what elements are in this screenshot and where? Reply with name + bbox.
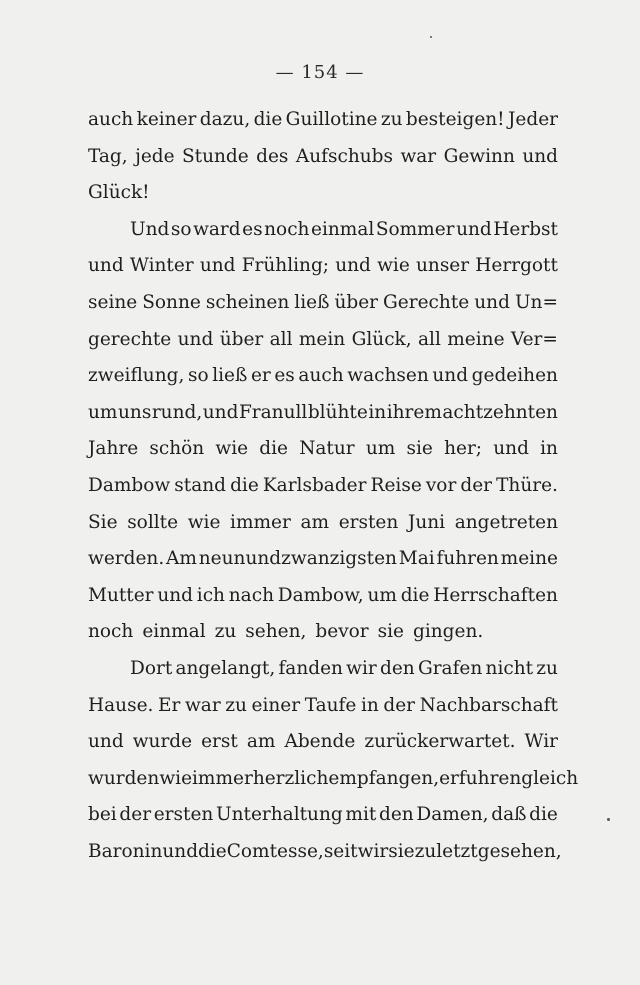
text-line: Dort angelangt, fanden wir den Grafen nicht zu [130, 657, 558, 679]
text-line: wurden wie immer herzlich empfangen, erfuhren gleich [88, 767, 579, 789]
text-line: Jahre schön wie die Natur um sie her; und in [88, 438, 558, 460]
paper-speck [607, 818, 610, 821]
text-line: Tag, jede Stunde des Aufschubs war Gewinn und [88, 145, 558, 167]
text-line: Glück! [88, 182, 150, 204]
text-line: um uns rund, und Franull blühte in ihrem achtzehnten [88, 401, 558, 423]
text-line: Und so ward es noch einmal Sommer und Herbst [130, 218, 558, 240]
text-line: bei der ersten Unterhaltung mit den Damen, daß die [88, 804, 558, 826]
body-text [88, 102, 579, 870]
text-line: und wurde erst am Abende zurückerwartet. Wir [88, 731, 558, 753]
paper-speck [430, 36, 432, 38]
text-line: Baronin und die Comtesse, seit wir sie zuletzt gesehen, [88, 840, 562, 862]
text-line: noch einmal zu sehen, bevor sie gingen. [88, 621, 484, 643]
text-line: Dambow stand die Karlsbader Reise vor der Thüre. [88, 474, 558, 496]
text-line: und Winter und Frühling; und wie unser Herrgott [88, 255, 558, 277]
text-line: zweiflung, so ließ er es auch wachsen und gedeihen [88, 365, 558, 387]
text-line: gerechte und über all mein Glück, all meine Ver= [88, 328, 558, 350]
text-line: Hause. Er war zu einer Taufe in der Nachbarschaft [88, 694, 558, 716]
text-line: Sie sollte wie immer am ersten Juni angetreten [88, 511, 558, 533]
page-number: — 154 — [275, 62, 365, 83]
text-line: werden. Am neunundzwanzigsten Mai fuhren meine [88, 548, 558, 570]
text-line: Mutter und ich nach Dambow, um die Herrschaften [88, 584, 558, 606]
text-line: seine Sonne scheinen ließ über Gerechte und Un= [88, 291, 558, 313]
text-line: auch keiner dazu, die Guillotine zu besteigen! Jeder [88, 109, 558, 130]
